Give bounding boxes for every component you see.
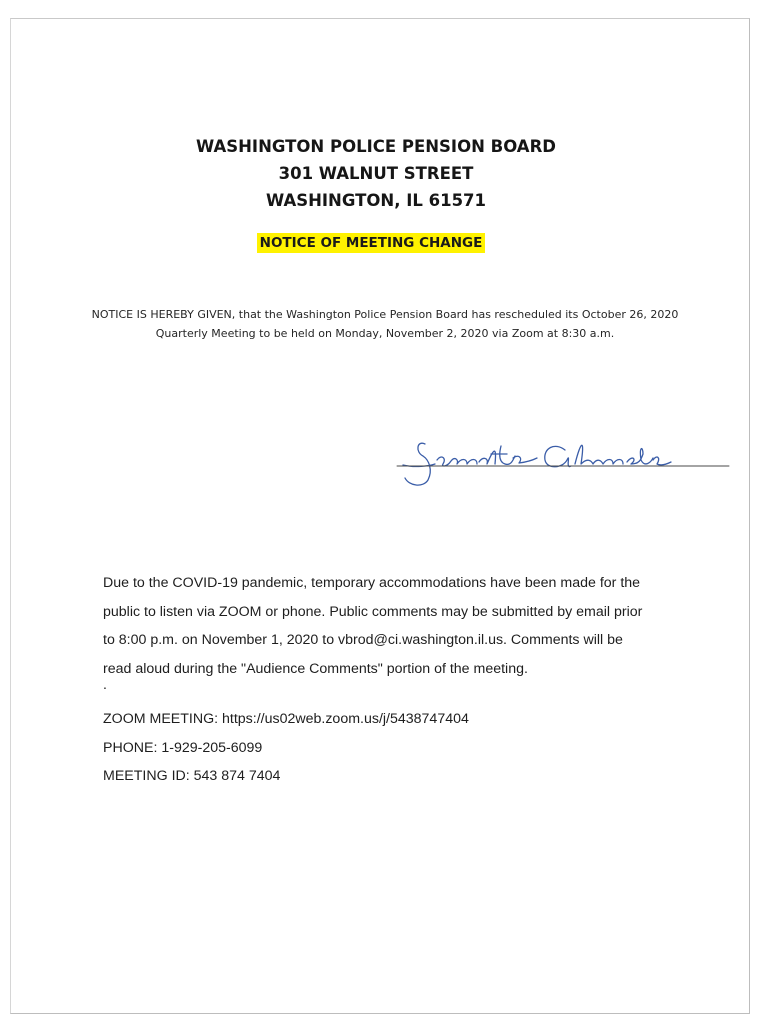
letterhead [0,133,752,214]
notice-text [0,305,770,343]
street-address: 301 WALNUT STREET [278,164,474,183]
zoom-meeting-link: ZOOM MEETING: https://us02web.zoom.us/j/5438747404 [103,711,469,727]
notice-text-line: NOTICE IS HEREBY GIVEN, that the Washington Police Pension Board has rescheduled its October 26, 2020 [91,308,679,321]
meeting-info [103,705,469,791]
paragraph-line: Due to the COVID-19 pandemic, temporary accommodations have been made for the [103,575,641,591]
notice-title-highlight: NOTICE OF MEETING CHANGE [257,233,486,253]
board-name: WASHINGTON POLICE PENSION BOARD [196,137,556,156]
handwritten-signature [395,430,735,500]
meeting-id: MEETING ID: 543 874 7404 [103,768,281,784]
city-state-zip: WASHINGTON, IL 61571 [265,191,487,210]
notice-text-line: Quarterly Meeting to be held on Monday, November 2, 2020 via Zoom at 8:30 a.m. [155,327,615,340]
paragraph-line: public to listen via ZOOM or phone. Public comments may be submitted by email prior [103,603,643,620]
separator-dot: . [103,676,107,692]
notice-title [0,235,742,251]
covid-accommodations-paragraph [103,569,693,683]
paragraph-line: to 8:00 p.m. on November 1, 2020 to vbrod@ci.washington.il.us. Comments will be [103,632,623,648]
phone-number: PHONE: 1-929-205-6099 [103,739,263,756]
paragraph-line: read aloud during the "Audience Comments" portion of the meeting. [103,660,528,677]
